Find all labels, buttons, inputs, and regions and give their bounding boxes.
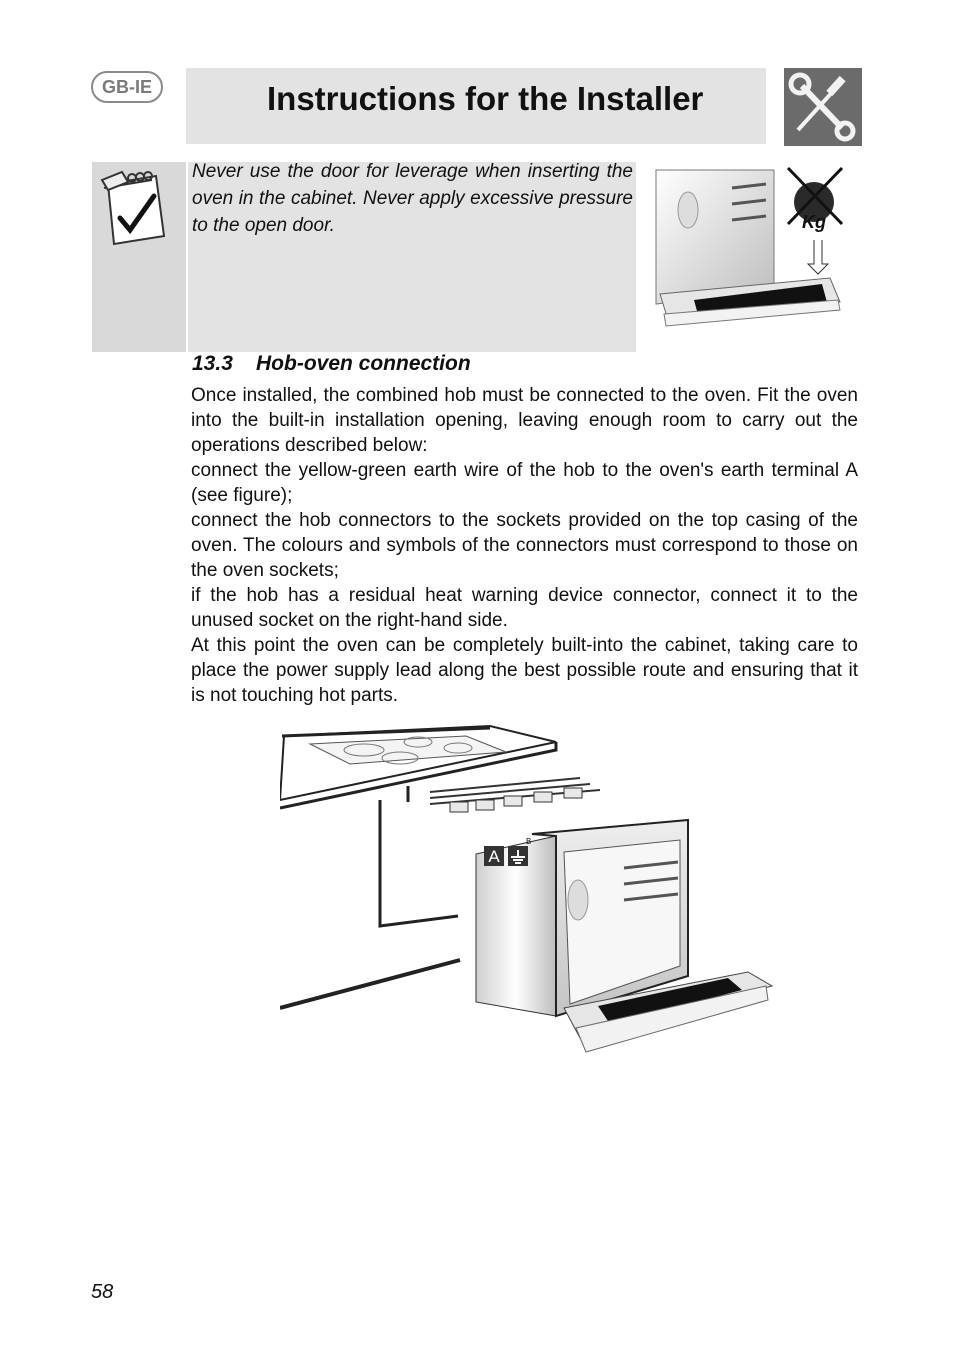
paragraph: Once installed, the combined hob must be connected to the oven. Fit the oven into the built-in installation opening, leaving enough room to carry out the operations described below:: [191, 385, 858, 456]
paragraph: connect the hob connectors to the sockets provided on the top casing of the oven. The colours and symbols of the connectors must correspond to those on the oven sockets;: [191, 510, 858, 581]
tools-icon: [784, 68, 862, 146]
section-body: [191, 383, 858, 708]
notepad-check-icon: [98, 166, 178, 250]
weight-label: Kg: [802, 212, 826, 232]
paragraph: connect the yellow-green earth wire of the hob to the oven's earth terminal A (see figure);: [191, 460, 858, 506]
hob-oven-connection-figure: [280, 716, 780, 1066]
section-title: Hob-oven connection: [256, 352, 471, 375]
warning-note-text: Never use the door for leverage when inserting the oven in the cabinet. Never apply excessive pressure to the open door.: [192, 161, 633, 236]
small-label: B: [526, 837, 532, 846]
region-badge: GB-IE: [91, 71, 163, 103]
section-number: 13.3: [192, 352, 233, 375]
oven-door-weight-figure: [654, 164, 848, 350]
paragraph: if the hob has a residual heat warning device connector, connect it to the unused socket on the right-hand side.: [191, 585, 858, 631]
page-title: Instructions for the Installer: [267, 80, 704, 117]
earth-terminal-label: A: [488, 847, 500, 866]
section-heading: [192, 352, 471, 376]
paragraph: At this point the oven can be completely built-into the cabinet, taking care to place the power supply lead along the best possible route and ensuring that it is not touching hot parts.: [191, 635, 858, 706]
page-number: 58: [91, 1281, 114, 1303]
